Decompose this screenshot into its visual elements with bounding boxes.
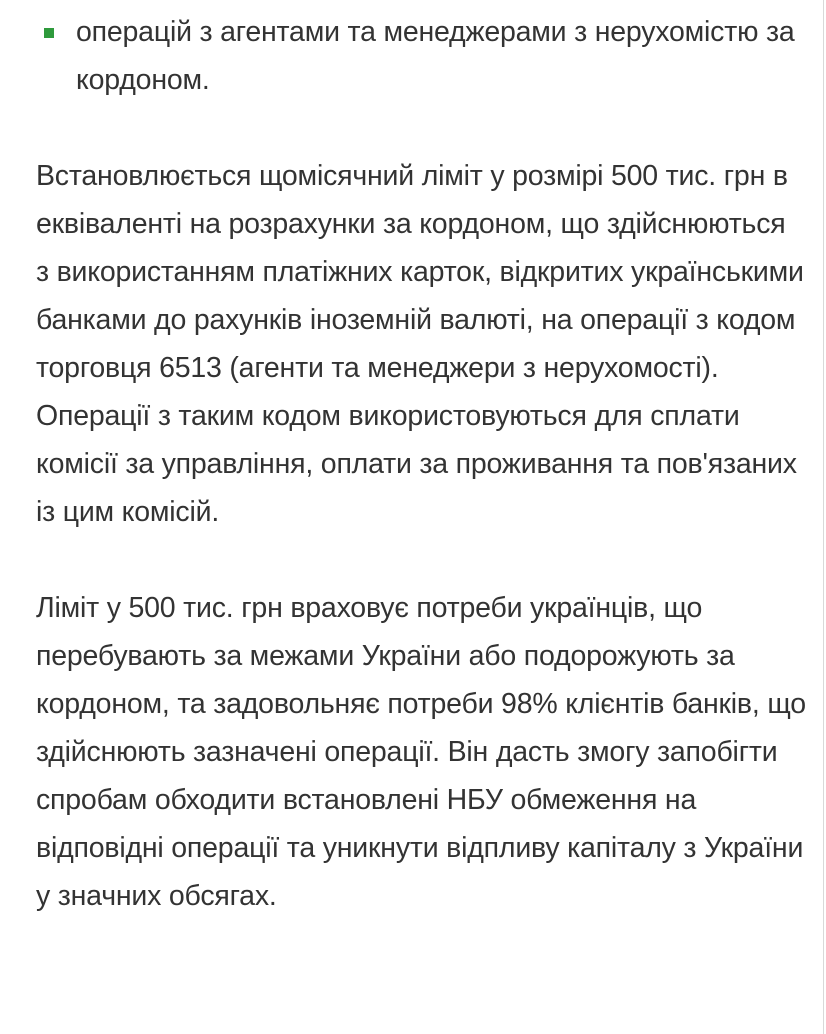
page-edge-divider	[823, 0, 824, 1034]
list-item	[36, 8, 806, 104]
paragraph-limit-rationale: Ліміт у 500 тис. грн враховує потреби українців, що перебувають за межами України або подорожують за кордоном, та задовольняє потреби 98% клієнтів банків, що здійснюють зазначені операції. Він дасть змогу запобігти спробам обходити встановлені НБУ обмеження на відповідні операції та уникнути відпливу капіталу з України у значних обсягах.	[36, 592, 806, 912]
list-item-text: операцій з агентами та менеджерами з нерухомістю за кордоном.	[76, 16, 795, 96]
square-bullet-icon	[44, 28, 54, 38]
article-body	[36, 8, 806, 920]
paragraph-limit-description: Встановлюється щомісячний ліміт у розмірі 500 тис. грн в еквіваленті на розрахунки за кордоном, що здійснюються з використанням платіжних карток, відкритих українськими банками до рахунків іноземній валюті, на операції з кодом торговця 6513 (агенти та менеджери з нерухомості). Операції з таким кодом використовуються для сплати комісії за управління, оплати за проживання та пов'язаних із цим комісій.	[36, 160, 804, 528]
bullet-list	[36, 8, 806, 104]
